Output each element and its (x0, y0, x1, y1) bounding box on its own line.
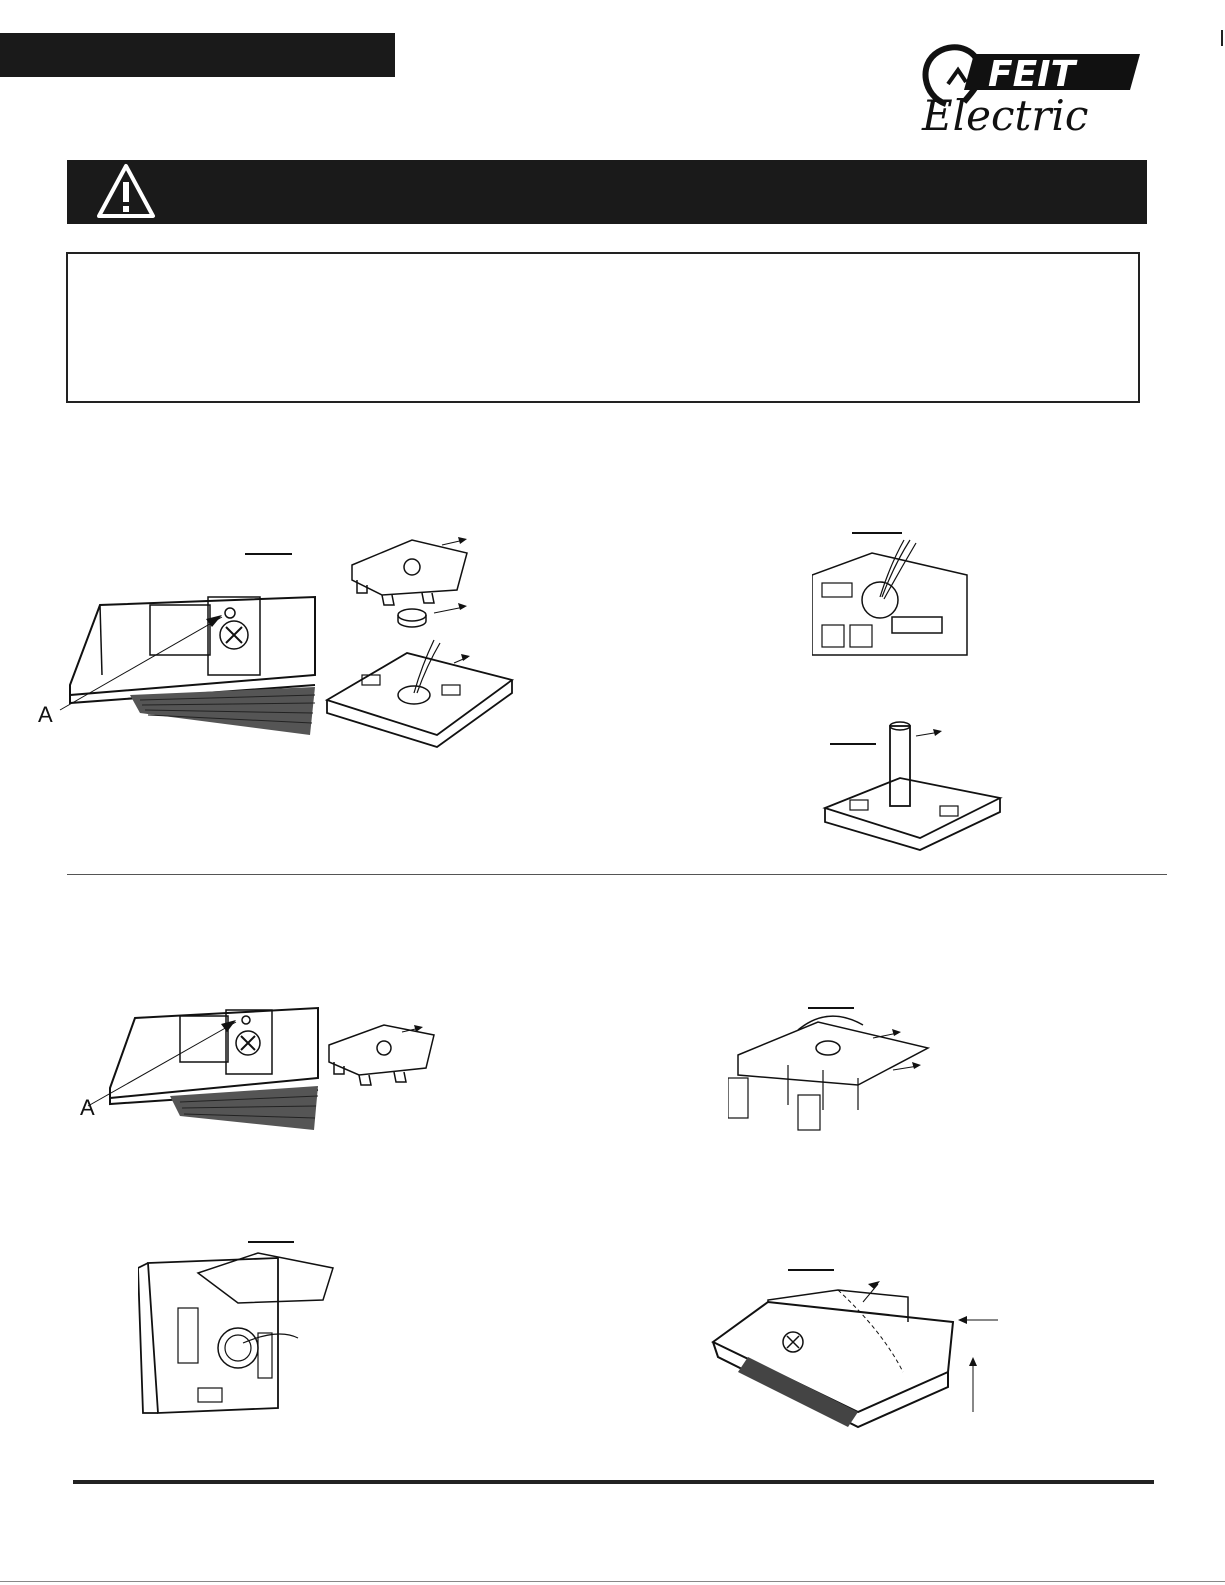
bracket-junction-box-figure (728, 1000, 958, 1135)
header-black-bar (0, 33, 395, 77)
footer-rule (73, 1480, 1154, 1484)
pole-mount-base-figure (820, 718, 1010, 858)
warning-triangle-icon (96, 162, 156, 222)
page-edge-mark (1221, 30, 1223, 46)
callout-label-a-2: A (80, 1095, 95, 1120)
callout-label-a-1: A (38, 702, 53, 727)
warning-banner (67, 160, 1147, 224)
fixture-side-view-figure-2 (80, 998, 320, 1133)
section-divider (67, 874, 1167, 875)
page-bottom-edge (0, 1581, 1225, 1582)
wiring-base-figure (812, 525, 972, 665)
fixture-side-view-figure (30, 545, 320, 745)
fixture-plate-top-figure (138, 1238, 338, 1418)
safety-notice-box (66, 252, 1140, 403)
fixture-install-figure (708, 1262, 1018, 1442)
mounting-bracket-figure (324, 1020, 444, 1100)
logo-feit-text: FEIT (988, 54, 1076, 95)
feit-electric-logo (918, 44, 1140, 134)
logo-electric-text: Electric (922, 91, 1089, 134)
mounting-plate-exploded-figure (322, 535, 522, 765)
